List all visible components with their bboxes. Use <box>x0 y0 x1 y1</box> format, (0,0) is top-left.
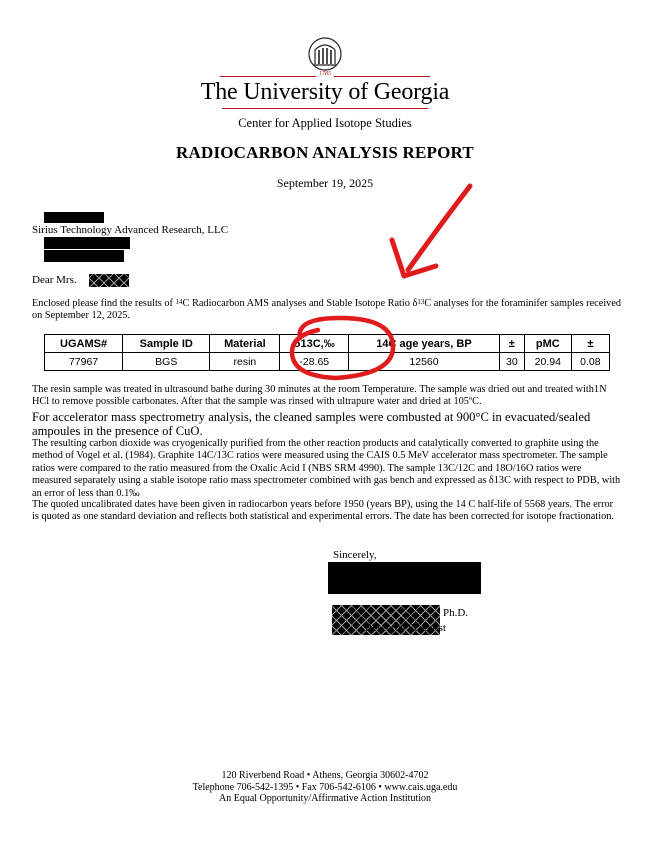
footer-contact: Telephone 706-542-1395 • Fax 706-542-6106 • www.cais.uga.edu <box>192 781 458 793</box>
redacted-recipient-name <box>89 274 129 287</box>
redacted-signature <box>328 562 481 594</box>
cell-ugams: 77967 <box>45 353 123 371</box>
closing: Sincerely, <box>333 549 377 561</box>
footer <box>0 770 650 805</box>
method-paragraph-2: For accelerator mass spectrometry analysis, the cleaned samples were combusted at 900°C in evacuated/sealed ampoules in the presence of CuO. <box>32 410 591 439</box>
recipient-company: Sirius Technology Advanced Research, LLC <box>32 224 229 236</box>
header-rule-left <box>220 76 316 77</box>
salutation: Dear Mrs. <box>32 274 77 286</box>
annotation-arrowhead-icon <box>392 240 436 276</box>
redacted-name-block <box>44 212 104 223</box>
col-pmc-error: ± <box>571 335 609 353</box>
footer-eeo: An Equal Opportunity/Affirmative Action Institution <box>218 793 431 804</box>
col-14c-age: 14C age years, BP <box>349 335 500 353</box>
footer-address: 120 Riverbend Road • Athens, Georgia 30602-4702 <box>221 770 429 781</box>
intro-paragraph: Enclosed please find the results of $^{14}$C Radiocarbon AMS analyses and Stable Isotope Ratio $\delta^{13}C$ analyses for the foraminifer samples received on September 12, 2025. <box>32 298 622 322</box>
cell-material: resin <box>210 353 280 371</box>
table-row <box>45 353 610 371</box>
degree: Ph.D. <box>443 607 469 619</box>
col-age-error: ± <box>499 335 524 353</box>
col-sample-id: Sample ID <box>123 335 210 353</box>
job-title: Research Scientist <box>365 622 446 634</box>
method-paragraph-1: The resin sample was treated in ultrasound bathe during 30 minutes at the room Temperature. The sample was dried out and treated with1N HCl to remove possible carbonates. After that the sample was rinsed with ultrapure water and dried at 105ºC. <box>32 384 607 408</box>
university-rule <box>222 108 428 109</box>
cell-14c-age: 12560 <box>349 353 500 371</box>
col-material: Material <box>210 335 280 353</box>
report-title: RADIOCARBON ANALYSIS REPORT <box>176 143 474 162</box>
university-name: The University of Georgia <box>200 79 450 105</box>
col-d13c: δ13C,‰ <box>280 335 349 353</box>
table-header-row <box>45 335 610 353</box>
col-pmc: pMC <box>524 335 571 353</box>
cell-age-error: 30 <box>499 353 524 371</box>
cell-pmc-error: 0.08 <box>571 353 609 371</box>
report-date: September 19, 2025 <box>276 176 374 190</box>
method-paragraph-3: The resulting carbon dioxide was cryogenically purified from the other reaction products and catalytically converted to graphite using the method of Vogel et al. (1984). Graphite 14C/13C ratios were measured using the CAIS 0.5 MeV accelerator mass spectrometer. The sample ratios were compared to the ratio measured from the Oxalic Acid I (NBS SRM 4990). The sample 13C/12C and 18O/16O ratios were measured separately using a stable isotope ratio mass spectrometer combined with gas bench and expressed as δ13C with respect to PDB, with an error of less than 0.1‰ <box>32 438 621 499</box>
redacted-address-line-1 <box>44 237 130 249</box>
center-name: Center for Applied Isotope Studies <box>238 116 412 130</box>
col-ugams: UGAMS# <box>45 335 123 353</box>
redacted-address-line-2 <box>44 250 124 262</box>
cell-sample-id: BGS <box>123 353 210 371</box>
cell-pmc: 20.94 <box>524 353 571 371</box>
cell-d13c: -28.65 <box>280 353 349 371</box>
annotation-arrow-icon <box>408 186 470 270</box>
header-rule-right <box>334 76 430 77</box>
method-paragraph-4: The quoted uncalibrated dates have been given in radiocarbon years before 1950 (years BP), using the 14 C half-life of 5568 years. The error is quoted as one standard deviation and reflects both statistical and experimental errors. The date has been corrected for isotope fractionation. <box>32 499 614 523</box>
founding-year: 1785 <box>319 71 331 77</box>
results-table <box>44 334 610 371</box>
